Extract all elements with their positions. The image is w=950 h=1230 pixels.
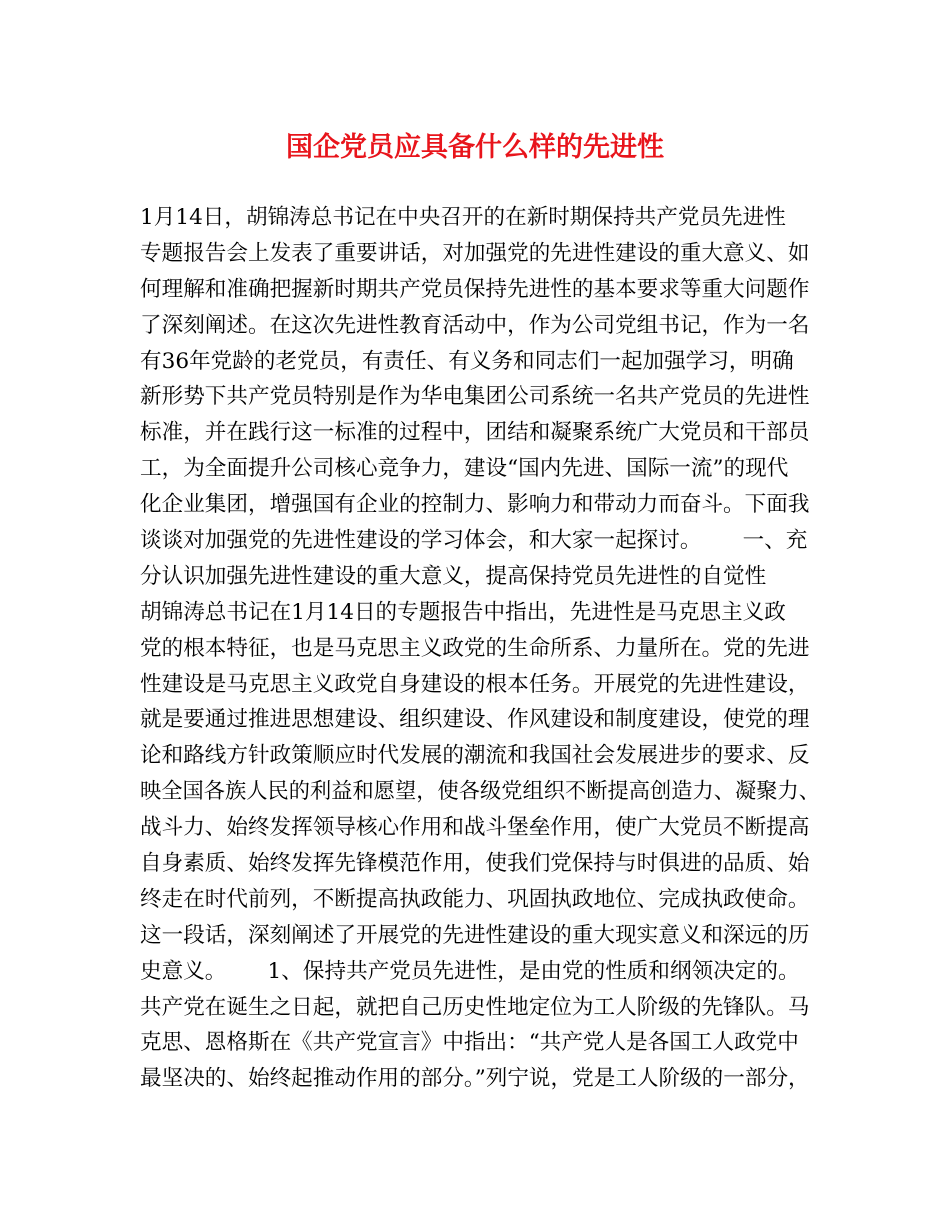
body-text-line: 分认识加强先进性建设的重大意义，提高保持党员先进性的自觉性 <box>140 563 767 589</box>
body-text-line: 1月14日，胡锦涛总书记在中央召开的在新时期保持共产党员先进性 <box>140 205 786 230</box>
body-text-line: 有36年党龄的老党员，有责任、有义务和同志们一起加强学习，明确 <box>140 348 794 374</box>
body-text-line: 专题报告会上发表了重要讲话，对加强党的先进性建设的重大意义、如 <box>140 240 810 266</box>
body-text-line: 自身素质、始终发挥先锋模范作用，使我们党保持与时俱进的品质、始 <box>140 851 810 877</box>
body-text-line: 性建设是马克思主义政党自身建设的根本任务。开展党的先进性建设， <box>140 671 810 697</box>
body-text-line: 化企业集团，增强国有企业的控制力、影响力和带动力而奋斗。下面我 <box>140 492 810 518</box>
body-text-line: 工，为全面提升公司核心竞争力，建设“国内先进、国际一流”的现代 <box>140 456 789 482</box>
body-text-line: 党的根本特征，也是马克思主义政党的生命所系、力量所在。党的先进 <box>140 635 810 661</box>
body-text-line: 共产党在诞生之日起，就把自己历史性地定位为工人阶级的先锋队。马 <box>140 994 810 1020</box>
body-text-line: 新形势下共产党员特别是作为华电集团公司系统一名共产党员的先进性 <box>140 384 810 410</box>
body-text-line: 就是要通过推进思想建设、组织建设、作风建设和制度建设，使党的理 <box>140 707 810 733</box>
body-text-line: 终走在时代前列，不断提高执政能力、巩固执政地位、完成执政使命。 <box>140 886 810 912</box>
body-text-line: 映全国各族人民的利益和愿望，使各级党组织不断提高创造力、凝聚力、 <box>140 779 821 805</box>
body-text-line: 这一段话，深刻阐述了开展党的先进性建设的重大现实意义和深远的历 <box>140 922 810 948</box>
body-text-line: 史意义。 1、保持共产党员先进性，是由党的性质和纲领决定的。 <box>140 958 800 984</box>
body-text-line: 谈谈对加强党的先进性建设的学习体会，和大家一起探讨。 一、充 <box>140 528 808 554</box>
body-text-line: 胡锦涛总书记在1月14日的专题报告中指出，先进性是马克思主义政 <box>140 599 786 625</box>
body-text-line: 标准，并在践行这一标准的过程中，团结和凝聚系统广大党员和干部员 <box>140 420 810 446</box>
document-body <box>140 200 820 1097</box>
body-text-line: 克思、恩格斯在《共产党宣言》中指出：“共产党人是各国工人政党中 <box>140 1030 799 1056</box>
body-text-line: 论和路线方针政策顺应时代发展的潮流和我国社会发展进步的要求、反 <box>140 743 810 769</box>
body-text-line: 了深刻阐述。在这次先进性教育活动中，作为公司党组书记，作为一名 <box>140 312 810 338</box>
document-title: 国企党员应具备什么样的先进性 <box>286 132 664 163</box>
body-text-line: 战斗力、始终发挥领导核心作用和战斗堡垒作用，使广大党员不断提高 <box>140 815 810 841</box>
body-text-line: 何理解和准确把握新时期共产党员保持先进性的基本要求等重大问题作 <box>140 276 810 302</box>
body-text-line: 最坚决的、始终起推动作用的部分。”列宁说，党是工人阶级的一部分， <box>140 1066 810 1092</box>
